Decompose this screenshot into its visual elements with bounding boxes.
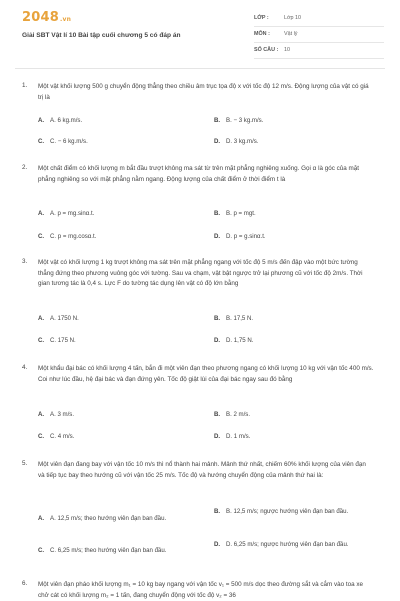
option-d[interactable]: D. D. 6,25 m/s; ngược hướng viên đạn ban đầu. (214, 541, 349, 548)
question-text: Một chất điểm có khối lượng m bắt đầu trượt không ma sát từ trên mặt phẳng nghiêng xuống. Gọi α là góc của mặt phẳng nghiêng so với mặt phẳng nằm ngang. Động lượng của chất điểm ở thời điểm t là (38, 165, 360, 183)
header-divider (15, 68, 385, 69)
option-a[interactable]: A. A. 1750 N. (38, 315, 79, 322)
meta-class-row (254, 12, 384, 27)
option-a[interactable]: A. A. 6 kg.m/s. (38, 117, 83, 124)
option-c[interactable]: C. C. 6,25 m/s; theo hướng viên đạn ban đầu. (38, 547, 167, 554)
option-d[interactable]: D. D. 1,75 N. (214, 337, 254, 344)
meta-class-value: Lớp 10 (284, 15, 302, 21)
option-d[interactable]: D. D. 1 m/s. (214, 433, 251, 440)
question-text: Một vật có khối lượng 1 kg trượt không ma sát trên mặt phẳng ngang với tốc độ 5 m/s đến đập vào một bức tường thẳng đứng theo phương vuông góc với tường. Sau va chạm, vật bật ngược trở lại phương cũ với tốc độ 2m/s. Thời gian tương tác là 0,4 s. Lực F do tường tác dụng lên vật có độ lớn bằng (38, 259, 363, 287)
option-a[interactable]: A. A. 3 m/s. (38, 411, 75, 418)
question-text: Một viên đạn pháo khối lượng m₁ = 10 kg bay ngang với vận tốc v₁ = 500 m/s dọc theo đường sắt và cắm vào toa xe chở cát có khối lượng m₂ = 1 tấn, đang chuyển động với tốc độ v₂ = 36 (38, 581, 364, 599)
question-number: 1. (22, 82, 28, 89)
question-number: 6. (22, 580, 28, 587)
option-c[interactable]: C. C. 175 N. (38, 337, 76, 344)
option-c[interactable]: C. C. p = mg.cosα.t. (38, 233, 97, 240)
option-b[interactable]: B. B. − 3 kg.m/s. (214, 117, 264, 124)
question-number: 2. (22, 164, 28, 171)
option-b[interactable]: B. B. p = mgt. (214, 210, 256, 217)
site-logo[interactable]: 2048.vn (22, 10, 72, 25)
option-d[interactable]: D. D. 3 kg.m/s. (214, 138, 259, 145)
question-number: 5. (22, 460, 28, 467)
option-b[interactable]: B. B. 12,5 m/s; ngược hướng viên đạn ban đầu. (214, 508, 349, 515)
question-text: Một khẩu đại bác có khối lượng 4 tấn, bắn đi một viên đạn theo phương ngang có khối lượng 10 kg với vận tốc 400 m/s. Coi như lúc đầu, hệ đại bác và đạn đứng yên. Tốc độ giật lùi của đại bác ngay sau đó bằng (38, 365, 374, 383)
meta-count-value: 10 (284, 47, 290, 53)
question-text: Một vật khối lượng 500 g chuyển động thẳng theo chiều âm trục tọa độ x với tốc độ 12 m/s. Động lượng của vật có giá trị là (38, 83, 369, 101)
option-d[interactable]: D. D. p = g.sinα.t. (214, 233, 266, 240)
option-b[interactable]: B. B. 17,5 N. (214, 315, 254, 322)
meta-subject-row (254, 28, 384, 43)
header (0, 0, 400, 68)
option-a[interactable]: A. A. 12,5 m/s; theo hướng viên đạn ban đầu. (38, 515, 167, 522)
question-number: 4. (22, 364, 28, 371)
option-c[interactable]: C. C. 4 m/s. (38, 433, 75, 440)
option-b[interactable]: B. B. 2 m/s. (214, 411, 251, 418)
option-c[interactable]: C. C. − 6 kg.m/s. (38, 138, 88, 145)
document-title: Giải SBT Vật lí 10 Bài tập cuối chương 5 có đáp án (22, 32, 181, 39)
question-text: Một viên đạn đang bay với vận tốc 10 m/s thì nổ thành hai mảnh. Mảnh thứ nhất, chiếm 60% khối lượng của viên đạn và tiếp tục bay theo hướng cũ với vận tốc 25 m/s. Tốc độ và hướng chuyển động của mảnh thứ hai là: (38, 461, 366, 479)
meta-class-label: LỚP : (254, 15, 269, 21)
option-a[interactable]: A. A. p = mg.sinα.t. (38, 210, 95, 217)
question-number: 3. (22, 258, 28, 265)
meta-subject-label: MÔN : (254, 31, 270, 37)
meta-count-label: SỐ CÂU : (254, 47, 279, 53)
meta-count-row (254, 44, 384, 59)
meta-subject-value: Vật lý (284, 31, 298, 37)
